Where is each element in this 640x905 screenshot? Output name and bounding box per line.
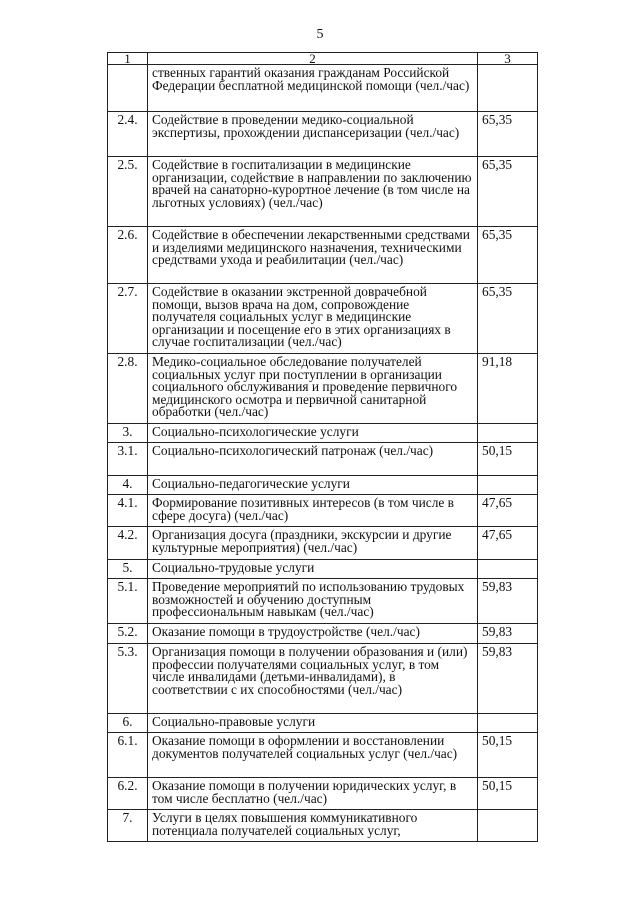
- row-value: 59,83: [478, 579, 538, 624]
- table-row: [108, 354, 538, 424]
- row-value: [478, 424, 538, 443]
- table-row: [108, 560, 538, 579]
- row-value: 50,15: [478, 733, 538, 778]
- row-value: [478, 810, 538, 842]
- row-description: Проведение мероприятий по использованию трудовых возможностей и обучению доступным профессиональным навыкам (чел./час): [148, 579, 478, 624]
- row-value: [478, 560, 538, 579]
- row-description: Оказание помощи в трудоустройстве (чел./час): [148, 624, 478, 644]
- row-number: 5.2.: [108, 624, 148, 644]
- row-number: 5.3.: [108, 644, 148, 714]
- row-value: 65,35: [478, 284, 538, 354]
- row-value: 47,65: [478, 495, 538, 527]
- row-value: 50,15: [478, 443, 538, 476]
- row-number: 2.8.: [108, 354, 148, 424]
- row-number: [108, 65, 148, 112]
- section-title: Социально-трудовые услуги: [148, 560, 478, 579]
- table-row: [108, 527, 538, 560]
- table-row: [108, 284, 538, 354]
- row-description: Организация помощи в получении образования и (или) профессии получателями социальных услуг, в том числе инвалидами (детьми-инвалидами), в соответствии с их способностями (чел./час): [148, 644, 478, 714]
- table-row: [108, 579, 538, 624]
- row-value: 65,35: [478, 112, 538, 157]
- section-number: 4.: [108, 476, 148, 495]
- table-row: [108, 778, 538, 810]
- row-value: [478, 476, 538, 495]
- section-number: 5.: [108, 560, 148, 579]
- row-value: 65,35: [478, 227, 538, 284]
- row-value: 50,15: [478, 778, 538, 810]
- section-number: 3.: [108, 424, 148, 443]
- row-number: 4.1.: [108, 495, 148, 527]
- row-value: [478, 65, 538, 112]
- table-row: [108, 714, 538, 733]
- row-description: Организация досуга (праздники, экскурсии и другие культурные мероприятия) (чел./час): [148, 527, 478, 560]
- row-value: 59,83: [478, 644, 538, 714]
- table-row: [108, 495, 538, 527]
- row-description: Оказание помощи в получении юридических услуг, в том числе бесплатно (чел./час): [148, 778, 478, 810]
- row-number: 2.7.: [108, 284, 148, 354]
- section-number: 7.: [108, 810, 148, 842]
- row-value: 91,18: [478, 354, 538, 424]
- row-description: ственных гарантий оказания гражданам Российской Федерации бесплатной медицинской помощи (чел./час): [148, 65, 478, 112]
- table-header-row: [108, 53, 538, 65]
- table-row: [108, 443, 538, 476]
- row-value: 65,35: [478, 157, 538, 227]
- row-description: Медико-социальное обследование получателей социальных услуг при поступлении в организации социального обслуживания и проведение первичного медицинского осмотра и первичной санитарной обработки (чел./час): [148, 354, 478, 424]
- table-row: [108, 157, 538, 227]
- section-title: Социально-педагогические услуги: [148, 476, 478, 495]
- table-row: [108, 476, 538, 495]
- row-description: Содействие в обеспечении лекарственными средствами и изделиями медицинского назначения, техническими средствами ухода и реабилитации (чел./час): [148, 227, 478, 284]
- table-row: [108, 65, 538, 112]
- row-number: 2.5.: [108, 157, 148, 227]
- row-number: 6.1.: [108, 733, 148, 778]
- section-title: Услуги в целях повышения коммуникативного потенциала получателей социальных услуг,: [148, 810, 478, 842]
- table-row: [108, 227, 538, 284]
- section-title: Социально-психологические услуги: [148, 424, 478, 443]
- column-number-2: 2: [148, 53, 478, 65]
- section-number: 6.: [108, 714, 148, 733]
- row-value: [478, 714, 538, 733]
- section-title: Социально-правовые услуги: [148, 714, 478, 733]
- row-description: Содействие в оказании экстренной доврачебной помощи, вызов врача на дом, сопровождение получателя социальных услуг в медицинские организации и посещение его в этих организациях в случае госпитализации (чел./час): [148, 284, 478, 354]
- table-row: [108, 644, 538, 714]
- row-number: 3.1.: [108, 443, 148, 476]
- row-description: Оказание помощи в оформлении и восстановлении документов получателей социальных услуг (чел./час): [148, 733, 478, 778]
- services-table: [107, 52, 538, 842]
- row-description: Формирование позитивных интересов (в том числе в сфере досуга) (чел./час): [148, 495, 478, 527]
- table-row: [108, 112, 538, 157]
- row-number: 5.1.: [108, 579, 148, 624]
- row-value: 47,65: [478, 527, 538, 560]
- page-number: 5: [316, 27, 324, 42]
- row-description: Содействие в госпитализации в медицинские организации, содействие в направлении по заключению врачей на санаторно-курортное лечение (в том числе на льготных условиях) (чел./час): [148, 157, 478, 227]
- table-row: [108, 733, 538, 778]
- row-description: Содействие в проведении медико-социальной экспертизы, прохождении диспансеризации (чел./час): [148, 112, 478, 157]
- row-number: 2.6.: [108, 227, 148, 284]
- row-number: 6.2.: [108, 778, 148, 810]
- row-number: 2.4.: [108, 112, 148, 157]
- row-number: 4.2.: [108, 527, 148, 560]
- column-number-3: 3: [478, 53, 538, 65]
- table-row: [108, 424, 538, 443]
- row-value: 59,83: [478, 624, 538, 644]
- table-row: [108, 810, 538, 842]
- row-description: Социально-психологический патронаж (чел./час): [148, 443, 478, 476]
- table-row: [108, 624, 538, 644]
- column-number-1: 1: [108, 53, 148, 65]
